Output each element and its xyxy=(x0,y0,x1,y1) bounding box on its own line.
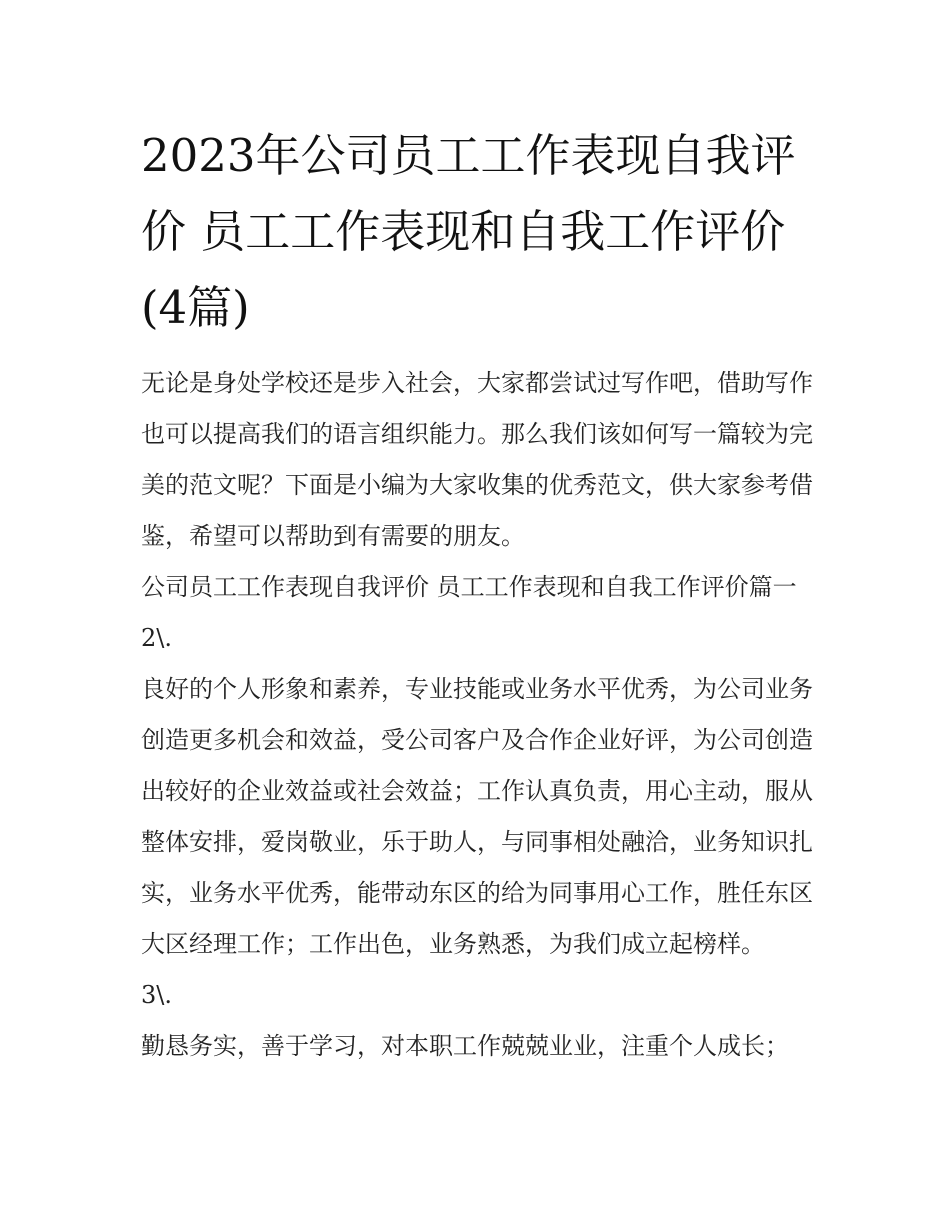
item-number-3: 3\. xyxy=(141,981,172,1009)
body-paragraph-2: 勤恳务实，善于学习，对本职工作兢兢业业，注重个人成长； xyxy=(141,1032,789,1060)
document-title: 2023年公司员工工作表现自我评价 员工工作表现和自我工作评价(4篇) xyxy=(141,129,796,334)
section-heading: 公司员工工作表现自我评价 员工工作表现和自我工作评价篇一 2\. xyxy=(141,573,797,652)
body-paragraph-1: 良好的个人形象和素养，专业技能或业务水平优秀，为公司业务创造更多机会和效益，受公司客户及合作企业好评，为公司创造出较好的企业效益或社会效益；工作认真负责，用心主动，服从整体安排，爱岗敬业，乐于助人，与同事相处融洽，业务知识扎实，业务水平优秀，能带动东区的给为同事用心工作，胜任东区大区经理工作；工作出色，业务熟悉，为我们成立起榜样。 xyxy=(141,675,813,958)
intro-paragraph: 无论是身处学校还是步入社会，大家都尝试过写作吧，借助写作也可以提高我们的语言组织能力。那么我们该如何写一篇较为完美的范文呢？下面是小编为大家收集的优秀范文，供大家参考借鉴，希望可以帮助到有需要的朋友。 xyxy=(141,369,813,550)
document-content xyxy=(141,118,813,1072)
